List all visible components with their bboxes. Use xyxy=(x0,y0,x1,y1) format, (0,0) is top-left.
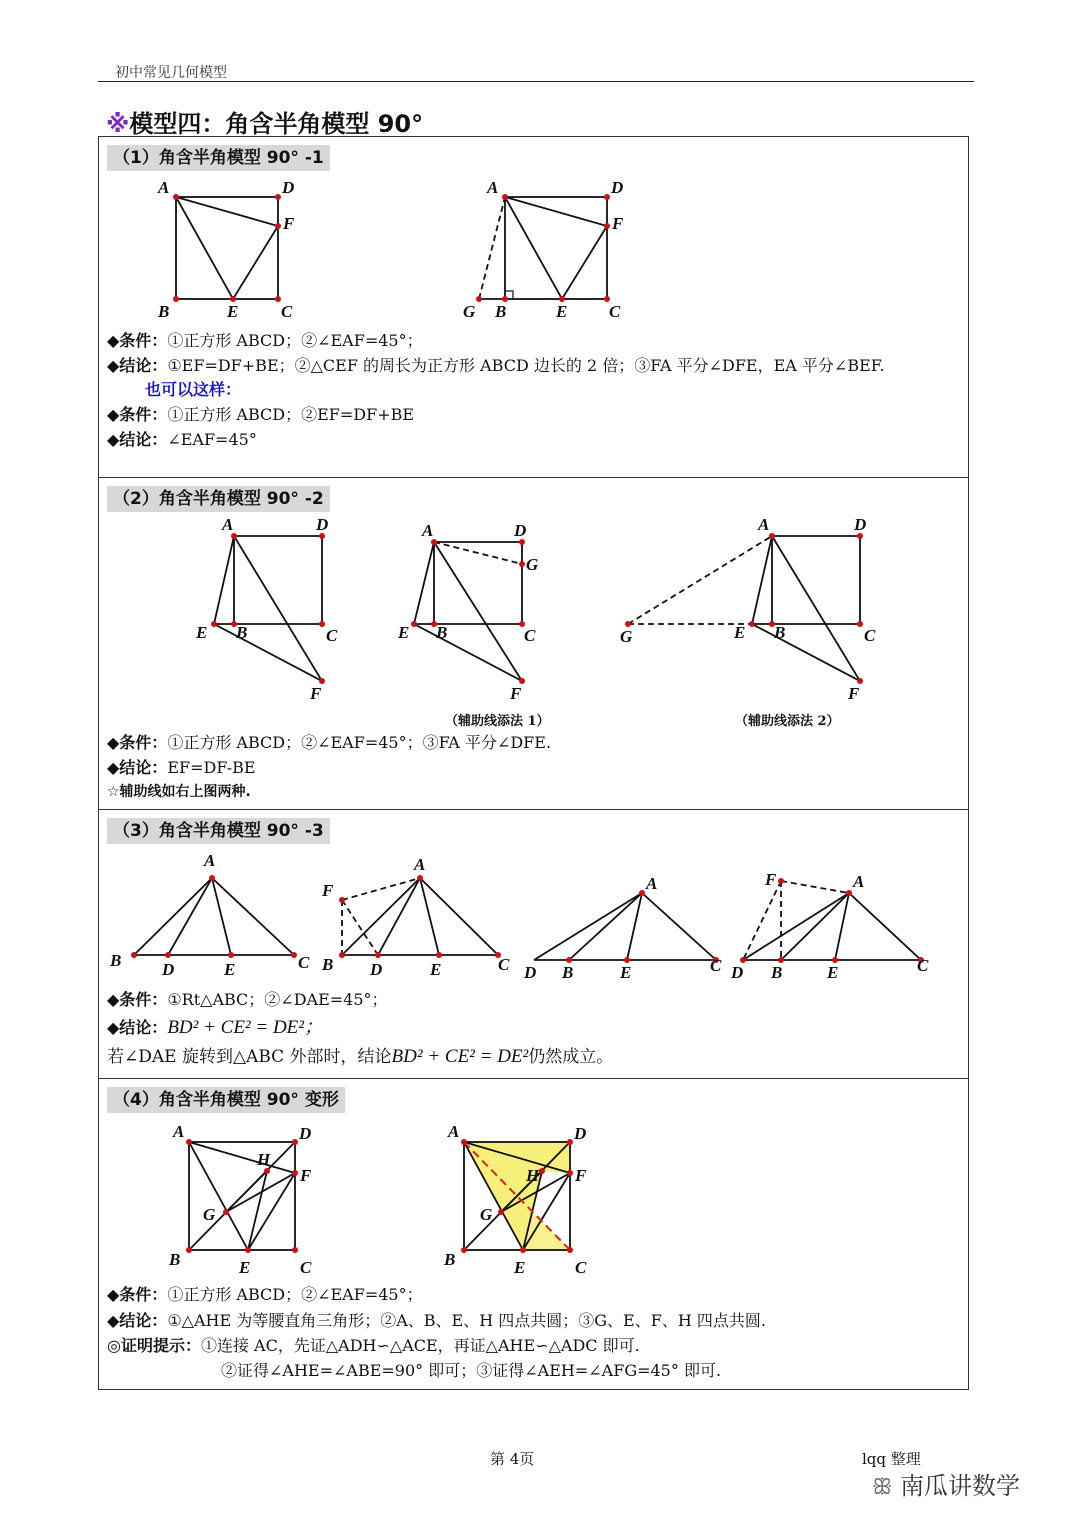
s3-rot-formula: BD² + CE² = DE² xyxy=(391,1046,529,1067)
s2-note: ☆辅助线如右上图两种. xyxy=(107,784,251,800)
figure-3d xyxy=(731,865,941,980)
svg-text:F: F xyxy=(765,870,777,889)
figure-3c xyxy=(524,865,734,980)
s1-conclusion-1 xyxy=(107,356,884,376)
section-1 xyxy=(98,136,969,477)
page-title xyxy=(106,104,423,139)
s4-condition xyxy=(107,1285,423,1305)
section-2 xyxy=(98,477,969,809)
s2-conclusion xyxy=(107,758,256,778)
s4-hint-label: ◎证明提示： xyxy=(107,1336,201,1355)
svg-text:D: D xyxy=(299,1124,312,1143)
section-4 xyxy=(98,1078,969,1390)
svg-text:F: F xyxy=(283,214,295,233)
svg-text:D: D xyxy=(731,963,744,982)
svg-text:C: C xyxy=(326,626,338,645)
svg-text:E: E xyxy=(734,623,746,642)
svg-text:B: B xyxy=(158,302,170,321)
svg-text:E: E xyxy=(827,963,839,982)
s1-concl1-text: ①EF=DF+BE；②△CEF 的周长为正方形 ABCD 边长的 2 倍；③FA 平分∠DFE，EA 平分∠BEF. xyxy=(167,356,885,375)
svg-text:A: A xyxy=(158,178,170,197)
svg-text:F: F xyxy=(300,1166,312,1185)
svg-text:A: A xyxy=(487,178,499,197)
s3-rotation-note xyxy=(107,1047,613,1067)
s1-condition-1 xyxy=(107,331,423,351)
svg-text:D: D xyxy=(316,515,329,534)
figure-2c xyxy=(614,516,884,706)
svg-text:G: G xyxy=(620,627,633,646)
svg-text:F: F xyxy=(510,684,522,703)
s1-concl2-text: ∠EAF=45° xyxy=(167,430,257,449)
doc-header-title: 初中常见几何模型 xyxy=(115,65,227,81)
s3-conclusion xyxy=(107,1018,323,1038)
svg-text:D: D xyxy=(854,515,867,534)
svg-text:E: E xyxy=(196,623,208,642)
s4-hint-1 xyxy=(107,1336,640,1356)
s1-cond2-label: ◆条件： xyxy=(107,405,168,424)
section-4-heading: （4）角含半角模型 90° 变形 xyxy=(107,1087,345,1113)
figure-4b xyxy=(444,1119,604,1279)
page-number: 第 4页 xyxy=(490,1450,535,1468)
svg-text:D: D xyxy=(514,521,527,540)
svg-text:F: F xyxy=(310,684,322,703)
s2-concl-label: ◆结论： xyxy=(107,758,168,777)
svg-text:A: A xyxy=(646,874,658,893)
svg-text:A: A xyxy=(422,521,434,540)
svg-text:C: C xyxy=(917,956,929,975)
svg-text:D: D xyxy=(162,960,175,979)
section-1-heading: （1）角含半角模型 90° -1 xyxy=(107,145,330,171)
s1-concl1-label: ◆结论： xyxy=(107,356,168,375)
s1-concl2-label: ◆结论： xyxy=(107,430,168,449)
svg-text:H: H xyxy=(526,1166,540,1185)
wechat-icon: ꕥ xyxy=(872,1475,893,1500)
svg-text:B: B xyxy=(169,1250,181,1269)
svg-text:B: B xyxy=(236,623,248,642)
figure-3a xyxy=(104,850,314,985)
svg-text:C: C xyxy=(864,626,876,645)
svg-text:D: D xyxy=(574,1124,587,1143)
svg-text:G: G xyxy=(526,555,539,574)
svg-text:C: C xyxy=(609,302,621,321)
svg-text:B: B xyxy=(436,623,448,642)
svg-text:C: C xyxy=(298,953,310,972)
figure-3b xyxy=(314,850,529,985)
svg-text:C: C xyxy=(281,302,293,321)
svg-text:D: D xyxy=(282,178,295,197)
watermark xyxy=(872,1466,1020,1501)
svg-text:D: D xyxy=(370,960,383,979)
figure-2a xyxy=(194,516,344,706)
svg-text:H: H xyxy=(257,1150,271,1169)
svg-text:B: B xyxy=(322,955,334,974)
s4-concl-label: ◆结论： xyxy=(107,1311,168,1330)
svg-text:A: A xyxy=(853,872,865,891)
header-rule xyxy=(98,81,974,82)
s3-cond-label: ◆条件： xyxy=(107,990,168,1009)
s1-condition-2 xyxy=(107,405,414,425)
svg-text:E: E xyxy=(239,1258,251,1277)
svg-text:B: B xyxy=(771,963,783,982)
svg-text:E: E xyxy=(430,960,442,979)
svg-text:A: A xyxy=(758,515,770,534)
svg-text:E: E xyxy=(556,302,568,321)
compiler-credit: lqq 整理 xyxy=(862,1450,921,1468)
section-2-heading: （2）角含半角模型 90° -2 xyxy=(107,486,330,512)
watermark-text: 南瓜讲数学 xyxy=(900,1472,1021,1500)
svg-text:G: G xyxy=(480,1205,493,1224)
svg-text:A: A xyxy=(204,851,216,870)
svg-text:E: E xyxy=(398,623,410,642)
s3-rot-suffix: 仍然成立。 xyxy=(528,1047,614,1067)
svg-text:F: F xyxy=(575,1166,587,1185)
svg-text:E: E xyxy=(514,1258,526,1277)
s2-concl-text: EF=DF-BE xyxy=(167,758,256,777)
figure-1a xyxy=(154,177,304,321)
svg-text:D: D xyxy=(524,963,537,982)
svg-text:A: A xyxy=(448,1122,460,1141)
s3-concl-label: ◆结论： xyxy=(107,1018,168,1037)
svg-text:C: C xyxy=(710,956,722,975)
svg-text:B: B xyxy=(110,951,122,970)
figure-2b xyxy=(394,516,544,706)
s4-hint1-text: ①连接 AC，先证△ADH∽△ACE，再证△AHE∽△ADC 即可. xyxy=(200,1336,640,1355)
svg-text:F: F xyxy=(322,881,334,900)
s3-cond-text: ①Rt△ABC；②∠DAE=45°； xyxy=(167,990,388,1009)
svg-text:F: F xyxy=(612,214,624,233)
s4-conclusion xyxy=(107,1311,766,1331)
svg-text:E: E xyxy=(227,302,239,321)
svg-text:A: A xyxy=(414,855,426,874)
figure-1b xyxy=(461,177,636,321)
s4-concl-text: ①△AHE 为等腰直角三角形；②A、B、E、H 四点共圆；③G、E、F、H 四点共圆. xyxy=(167,1311,766,1330)
svg-text:B: B xyxy=(495,302,507,321)
svg-text:F: F xyxy=(848,684,860,703)
svg-text:C: C xyxy=(498,955,510,974)
figure-4a xyxy=(169,1119,329,1279)
svg-text:G: G xyxy=(203,1205,216,1224)
s3-condition xyxy=(107,990,388,1010)
s1-cond1-text: ①正方形 ABCD；②∠EAF=45°； xyxy=(167,331,423,350)
svg-text:B: B xyxy=(774,623,786,642)
s1-conclusion-2 xyxy=(107,430,257,450)
s4-cond-label: ◆条件： xyxy=(107,1285,168,1304)
s2-caption-1: （辅助线添法 1） xyxy=(445,714,550,729)
s3-concl-formula: BD² + CE² = DE²； xyxy=(167,1017,323,1038)
s2-cond-text: ①正方形 ABCD；②∠EAF=45°；③FA 平分∠DFE. xyxy=(167,733,552,752)
s3-rot-prefix: 若∠DAE 旋转到△ABC 外部时，结论 xyxy=(107,1047,392,1067)
svg-text:E: E xyxy=(620,963,632,982)
section-3 xyxy=(98,809,969,1078)
s1-cond2-text: ①正方形 ABCD；②EF=DF+BE xyxy=(167,405,415,424)
section-3-heading: （3）角含半角模型 90° -3 xyxy=(107,818,330,844)
s4-hint-2: ②证得∠AHE=∠ABE=90° 即可；③证得∠AEH=∠AFG=45° 即可. xyxy=(221,1361,722,1380)
svg-text:D: D xyxy=(611,178,624,197)
svg-text:A: A xyxy=(222,515,234,534)
s1-alternative-note: 也可以这样： xyxy=(145,380,242,399)
title-text: 模型四：角含半角模型 90° xyxy=(129,110,424,138)
s2-cond-label: ◆条件： xyxy=(107,733,168,752)
svg-text:G: G xyxy=(463,302,476,321)
svg-text:C: C xyxy=(300,1258,312,1277)
svg-text:B: B xyxy=(562,963,574,982)
s2-condition xyxy=(107,733,551,753)
s2-caption-2: （辅助线添法 2） xyxy=(735,714,840,729)
title-symbol: ※ xyxy=(106,110,130,138)
s4-cond-text: ①正方形 ABCD；②∠EAF=45°； xyxy=(167,1285,423,1304)
svg-text:C: C xyxy=(524,626,536,645)
svg-text:C: C xyxy=(575,1258,587,1277)
svg-text:B: B xyxy=(444,1250,456,1269)
s1-cond1-label: ◆条件： xyxy=(107,331,168,350)
svg-text:A: A xyxy=(173,1122,185,1141)
svg-text:E: E xyxy=(224,960,236,979)
